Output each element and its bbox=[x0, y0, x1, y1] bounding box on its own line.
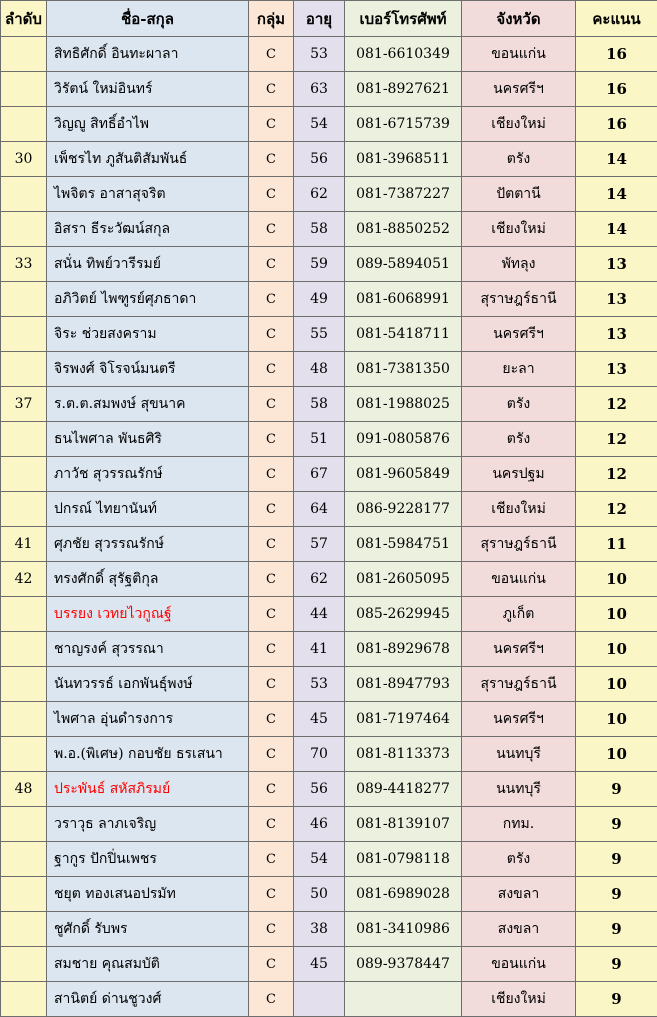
province-cell: ตรัง bbox=[462, 842, 576, 877]
group-cell: C bbox=[249, 142, 294, 177]
group-cell: C bbox=[249, 422, 294, 457]
name-cell: สมชาย คุณสมบัติ bbox=[47, 947, 249, 982]
score-cell: 9 bbox=[576, 842, 657, 877]
group-cell: C bbox=[249, 317, 294, 352]
rank-cell: 33 bbox=[1, 247, 47, 282]
province-cell: นครศรีฯ bbox=[462, 317, 576, 352]
phone-cell: 081-6068991 bbox=[345, 282, 462, 317]
province-cell: ขอนแก่น bbox=[462, 37, 576, 72]
score-cell: 16 bbox=[576, 37, 657, 72]
header-name: ชื่อ-สกุล bbox=[47, 1, 249, 37]
phone-cell: 081-8113373 bbox=[345, 737, 462, 772]
phone-cell: 081-8850252 bbox=[345, 212, 462, 247]
phone-cell: 081-9605849 bbox=[345, 457, 462, 492]
name-cell: วราวุธ ลาภเจริญ bbox=[47, 807, 249, 842]
group-cell: C bbox=[249, 37, 294, 72]
rank-cell: 42 bbox=[1, 562, 47, 597]
phone-cell: 081-8139107 bbox=[345, 807, 462, 842]
age-cell: 58 bbox=[294, 387, 345, 422]
province-cell: สุราษฎร์ธานี bbox=[462, 527, 576, 562]
group-cell: C bbox=[249, 772, 294, 807]
phone-cell: 089-5894051 bbox=[345, 247, 462, 282]
phone-cell: 081-3968511 bbox=[345, 142, 462, 177]
rank-cell bbox=[1, 177, 47, 212]
group-cell: C bbox=[249, 702, 294, 737]
score-cell: 16 bbox=[576, 107, 657, 142]
table-row bbox=[1, 247, 657, 282]
group-cell: C bbox=[249, 282, 294, 317]
rank-cell bbox=[1, 492, 47, 527]
province-cell: ตรัง bbox=[462, 387, 576, 422]
score-cell: 14 bbox=[576, 212, 657, 247]
score-cell: 12 bbox=[576, 457, 657, 492]
group-cell: C bbox=[249, 667, 294, 702]
table-row bbox=[1, 352, 657, 387]
phone-cell: 089-4418277 bbox=[345, 772, 462, 807]
province-cell: ตรัง bbox=[462, 142, 576, 177]
table-row bbox=[1, 37, 657, 72]
table-row bbox=[1, 877, 657, 912]
rank-cell bbox=[1, 912, 47, 947]
phone-cell: 081-6715739 bbox=[345, 107, 462, 142]
name-cell: ชยุต ทองเสนอปรมัท bbox=[47, 877, 249, 912]
group-cell: C bbox=[249, 387, 294, 422]
group-cell: C bbox=[249, 947, 294, 982]
group-cell: C bbox=[249, 527, 294, 562]
rank-cell bbox=[1, 212, 47, 247]
province-cell: ปัตตานี bbox=[462, 177, 576, 212]
header-row bbox=[1, 1, 657, 37]
rank-cell bbox=[1, 597, 47, 632]
score-cell: 9 bbox=[576, 772, 657, 807]
rank-cell bbox=[1, 282, 47, 317]
name-cell: พ.อ.(พิเศษ) กอบชัย ธรเสนา bbox=[47, 737, 249, 772]
group-cell: C bbox=[249, 562, 294, 597]
score-cell: 12 bbox=[576, 492, 657, 527]
phone-cell: 081-3410986 bbox=[345, 912, 462, 947]
age-cell: 59 bbox=[294, 247, 345, 282]
name-cell: ร.ต.ต.สมพงษ์ สุขนาค bbox=[47, 387, 249, 422]
rank-cell bbox=[1, 352, 47, 387]
table-row bbox=[1, 492, 657, 527]
group-cell: C bbox=[249, 982, 294, 1017]
group-cell: C bbox=[249, 492, 294, 527]
score-cell: 12 bbox=[576, 422, 657, 457]
table-row bbox=[1, 527, 657, 562]
age-cell: 51 bbox=[294, 422, 345, 457]
phone-cell: 081-8929678 bbox=[345, 632, 462, 667]
province-cell: สงขลา bbox=[462, 877, 576, 912]
table-header bbox=[1, 1, 657, 37]
age-cell: 41 bbox=[294, 632, 345, 667]
province-cell: นครศรีฯ bbox=[462, 72, 576, 107]
score-cell: 9 bbox=[576, 982, 657, 1017]
age-cell: 56 bbox=[294, 142, 345, 177]
score-cell: 10 bbox=[576, 702, 657, 737]
phone-cell: 081-8947793 bbox=[345, 667, 462, 702]
rank-cell bbox=[1, 877, 47, 912]
age-cell: 54 bbox=[294, 107, 345, 142]
header-age: อายุ bbox=[294, 1, 345, 37]
group-cell: C bbox=[249, 457, 294, 492]
rank-cell bbox=[1, 982, 47, 1017]
group-cell: C bbox=[249, 912, 294, 947]
score-cell: 9 bbox=[576, 877, 657, 912]
province-cell: ยะลา bbox=[462, 352, 576, 387]
table-row bbox=[1, 807, 657, 842]
rank-cell bbox=[1, 457, 47, 492]
score-cell: 9 bbox=[576, 912, 657, 947]
age-cell: 45 bbox=[294, 702, 345, 737]
rank-cell bbox=[1, 702, 47, 737]
province-cell: เชียงใหม่ bbox=[462, 212, 576, 247]
name-cell: จิรพงศ์ จิโรจน์มนตรี bbox=[47, 352, 249, 387]
rank-cell bbox=[1, 72, 47, 107]
province-cell: นครปฐม bbox=[462, 457, 576, 492]
name-cell: วิญญู สิทธิ์อำไพ bbox=[47, 107, 249, 142]
age-cell: 48 bbox=[294, 352, 345, 387]
province-cell: สงขลา bbox=[462, 912, 576, 947]
age-cell: 55 bbox=[294, 317, 345, 352]
phone-cell: 081-0798118 bbox=[345, 842, 462, 877]
age-cell: 63 bbox=[294, 72, 345, 107]
header-phone: เบอร์โทรศัพท์ bbox=[345, 1, 462, 37]
score-cell: 16 bbox=[576, 72, 657, 107]
rank-cell bbox=[1, 317, 47, 352]
name-cell: ชูศักดิ์ รับพร bbox=[47, 912, 249, 947]
group-cell: C bbox=[249, 842, 294, 877]
table-row bbox=[1, 177, 657, 212]
rank-cell: 30 bbox=[1, 142, 47, 177]
rank-cell bbox=[1, 632, 47, 667]
age-cell: 46 bbox=[294, 807, 345, 842]
province-cell: นครศรีฯ bbox=[462, 632, 576, 667]
phone-cell: 081-6989028 bbox=[345, 877, 462, 912]
province-cell: เชียงใหม่ bbox=[462, 982, 576, 1017]
table-row bbox=[1, 982, 657, 1017]
header-group: กลุ่ม bbox=[249, 1, 294, 37]
table-row bbox=[1, 632, 657, 667]
score-cell: 13 bbox=[576, 317, 657, 352]
province-cell: นนทบุรี bbox=[462, 772, 576, 807]
group-cell: C bbox=[249, 177, 294, 212]
age-cell: 64 bbox=[294, 492, 345, 527]
province-cell: สุราษฎร์ธานี bbox=[462, 667, 576, 702]
table-row bbox=[1, 457, 657, 492]
age-cell: 62 bbox=[294, 177, 345, 212]
age-cell: 56 bbox=[294, 772, 345, 807]
group-cell: C bbox=[249, 247, 294, 282]
header-province: จังหวัด bbox=[462, 1, 576, 37]
name-cell: ไพศาล อุ่นดำรงการ bbox=[47, 702, 249, 737]
phone-cell: 081-7387227 bbox=[345, 177, 462, 212]
age-cell: 38 bbox=[294, 912, 345, 947]
score-cell: 9 bbox=[576, 807, 657, 842]
name-cell: ปกรณ์ ไทยานันท์ bbox=[47, 492, 249, 527]
age-cell: 57 bbox=[294, 527, 345, 562]
name-cell: ไพจิตร อาสาสุจริต bbox=[47, 177, 249, 212]
table-row bbox=[1, 667, 657, 702]
name-cell: ธนไพศาล พันธศิริ bbox=[47, 422, 249, 457]
score-cell: 12 bbox=[576, 387, 657, 422]
province-cell: นนทบุรี bbox=[462, 737, 576, 772]
table-row bbox=[1, 562, 657, 597]
province-cell: ภูเก็ต bbox=[462, 597, 576, 632]
table-row bbox=[1, 317, 657, 352]
score-cell: 14 bbox=[576, 177, 657, 212]
name-cell: บรรยง เวทยไวกูณฐ์ bbox=[47, 597, 249, 632]
group-cell: C bbox=[249, 597, 294, 632]
name-cell: ศุภชัย สุวรรณรักษ์ bbox=[47, 527, 249, 562]
age-cell: 62 bbox=[294, 562, 345, 597]
name-cell: เพ็ชรไท ภูสันติสัมพันธ์ bbox=[47, 142, 249, 177]
rank-cell: 37 bbox=[1, 387, 47, 422]
phone-cell bbox=[345, 982, 462, 1017]
score-cell: 11 bbox=[576, 527, 657, 562]
age-cell: 44 bbox=[294, 597, 345, 632]
table-body bbox=[1, 37, 657, 1017]
name-cell: อภิวิตย์ ไพฑูรย์ศุภธาดา bbox=[47, 282, 249, 317]
rank-cell bbox=[1, 842, 47, 877]
group-cell: C bbox=[249, 212, 294, 247]
phone-cell: 081-7381350 bbox=[345, 352, 462, 387]
score-cell: 10 bbox=[576, 667, 657, 702]
phone-cell: 081-7197464 bbox=[345, 702, 462, 737]
rank-cell: 41 bbox=[1, 527, 47, 562]
province-cell: พัทลุง bbox=[462, 247, 576, 282]
name-cell: ฐากูร ปักปิ่นเพชร bbox=[47, 842, 249, 877]
table-row bbox=[1, 947, 657, 982]
group-cell: C bbox=[249, 877, 294, 912]
phone-cell: 091-0805876 bbox=[345, 422, 462, 457]
group-cell: C bbox=[249, 107, 294, 142]
age-cell: 67 bbox=[294, 457, 345, 492]
table-row bbox=[1, 597, 657, 632]
province-cell: ขอนแก่น bbox=[462, 947, 576, 982]
name-cell: ภาวัช สุวรรณรักษ์ bbox=[47, 457, 249, 492]
province-cell: นครศรีฯ bbox=[462, 702, 576, 737]
score-cell: 10 bbox=[576, 737, 657, 772]
age-cell bbox=[294, 982, 345, 1017]
name-cell: ประพันธ์ สหัสภิรมย์ bbox=[47, 772, 249, 807]
score-cell: 10 bbox=[576, 597, 657, 632]
name-cell: จิระ ช่วยสงคราม bbox=[47, 317, 249, 352]
table-row bbox=[1, 702, 657, 737]
province-cell: ขอนแก่น bbox=[462, 562, 576, 597]
province-cell: สุราษฎร์ธานี bbox=[462, 282, 576, 317]
rank-cell bbox=[1, 667, 47, 702]
phone-cell: 089-9378447 bbox=[345, 947, 462, 982]
table-row bbox=[1, 842, 657, 877]
rank-cell bbox=[1, 37, 47, 72]
name-cell: สิทธิศักดิ์ อินทะผาลา bbox=[47, 37, 249, 72]
header-score: คะแนน bbox=[576, 1, 657, 37]
score-cell: 13 bbox=[576, 247, 657, 282]
age-cell: 50 bbox=[294, 877, 345, 912]
name-cell: สานิตย์ ด่านชูวงศ์ bbox=[47, 982, 249, 1017]
rank-cell bbox=[1, 422, 47, 457]
phone-cell: 081-5984751 bbox=[345, 527, 462, 562]
age-cell: 54 bbox=[294, 842, 345, 877]
score-cell: 13 bbox=[576, 352, 657, 387]
group-cell: C bbox=[249, 72, 294, 107]
name-cell: วิรัตน์ ใหม่อินทร์ bbox=[47, 72, 249, 107]
group-cell: C bbox=[249, 807, 294, 842]
rank-cell bbox=[1, 807, 47, 842]
name-cell: ทรงศักดิ์ สุรัฐติกุล bbox=[47, 562, 249, 597]
score-cell: 9 bbox=[576, 947, 657, 982]
phone-cell: 085-2629945 bbox=[345, 597, 462, 632]
province-cell: กทม. bbox=[462, 807, 576, 842]
age-cell: 70 bbox=[294, 737, 345, 772]
phone-cell: 081-6610349 bbox=[345, 37, 462, 72]
phone-cell: 081-8927621 bbox=[345, 72, 462, 107]
table-row bbox=[1, 72, 657, 107]
score-cell: 10 bbox=[576, 562, 657, 597]
table-row bbox=[1, 387, 657, 422]
table-row bbox=[1, 212, 657, 247]
table-row bbox=[1, 737, 657, 772]
score-cell: 13 bbox=[576, 282, 657, 317]
score-cell: 10 bbox=[576, 632, 657, 667]
group-cell: C bbox=[249, 352, 294, 387]
table-row bbox=[1, 142, 657, 177]
age-cell: 49 bbox=[294, 282, 345, 317]
table-row bbox=[1, 912, 657, 947]
age-cell: 53 bbox=[294, 37, 345, 72]
score-cell: 14 bbox=[576, 142, 657, 177]
age-cell: 53 bbox=[294, 667, 345, 702]
age-cell: 45 bbox=[294, 947, 345, 982]
table-row bbox=[1, 422, 657, 457]
rank-cell bbox=[1, 107, 47, 142]
group-cell: C bbox=[249, 632, 294, 667]
phone-cell: 081-1988025 bbox=[345, 387, 462, 422]
rank-cell: 48 bbox=[1, 772, 47, 807]
name-cell: นันทวรรธ์ เอกพันธุ์พงษ์ bbox=[47, 667, 249, 702]
table-row bbox=[1, 282, 657, 317]
province-cell: เชียงใหม่ bbox=[462, 492, 576, 527]
table-row bbox=[1, 107, 657, 142]
phone-cell: 081-2605095 bbox=[345, 562, 462, 597]
name-cell: อิสรา ธีระวัฒน์สกุล bbox=[47, 212, 249, 247]
rank-cell bbox=[1, 737, 47, 772]
name-cell: สนั่น ทิพย์วารีรมย์ bbox=[47, 247, 249, 282]
province-cell: เชียงใหม่ bbox=[462, 107, 576, 142]
phone-cell: 086-9228177 bbox=[345, 492, 462, 527]
group-cell: C bbox=[249, 737, 294, 772]
table-row bbox=[1, 772, 657, 807]
phone-cell: 081-5418711 bbox=[345, 317, 462, 352]
age-cell: 58 bbox=[294, 212, 345, 247]
rank-cell bbox=[1, 947, 47, 982]
name-cell: ชาญรงค์ สุวรรณา bbox=[47, 632, 249, 667]
header-rank: ลำดับ bbox=[1, 1, 47, 37]
province-cell: ตรัง bbox=[462, 422, 576, 457]
